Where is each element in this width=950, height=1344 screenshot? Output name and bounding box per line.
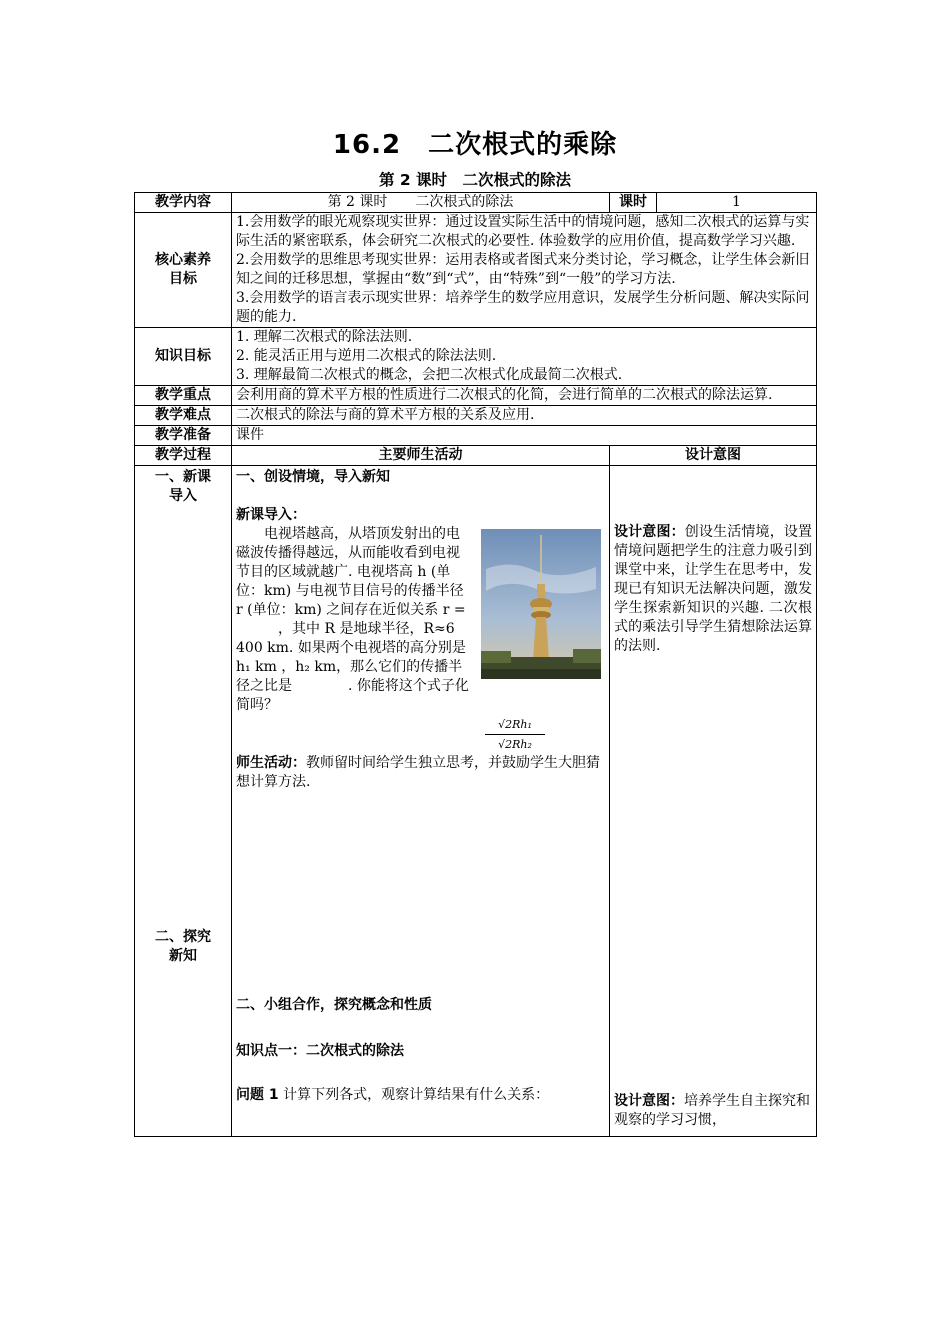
section2-heading: 二、小组合作，探究概念和性质: [236, 997, 432, 1013]
knowledge-item-3: 3. 理解最简二次根式的概念，会把二次根式化成最简二次根式.: [236, 367, 623, 383]
key-label: 教学重点: [135, 386, 232, 406]
row-difficulty: [135, 406, 817, 426]
stage-intro: 一、新课 导入: [155, 469, 211, 504]
intent-2: 设计意图：培养学生自主探究和观察的学习习惯，: [614, 1093, 810, 1128]
content-value: 第 2 课时 二次根式的除法: [232, 193, 610, 213]
knowledge-content: [232, 328, 817, 386]
key-content: 会利用商的算术平方根的性质进行二次根式的化简，会进行简单的二次根式的除法运算.: [232, 386, 817, 406]
hours-label: 课时: [610, 193, 657, 213]
row-process-body: [135, 466, 817, 1137]
literacy-item-2: 2.会用数学的思维思考现实世界：运用表格或者图式来分类讨论，学习概念，让学生体会新旧知之间的迁移思想，掌握由“数”到“式”，由“特殊”到“一般”的学习方法.: [236, 252, 810, 287]
difficulty-label: 教学难点: [135, 406, 232, 426]
difficulty-content: 二次根式的除法与商的算术平方根的关系及应用.: [232, 406, 817, 426]
process-header-stage: 教学过程: [135, 446, 232, 466]
stage-column: [135, 466, 232, 1137]
activity-column: [232, 466, 610, 1137]
intent-1: 设计意图：创设生活情境，设置情境问题把学生的注意力吸引到课堂中来，让学生在思考中，发现已有知识无法解决问题，激发学生探索新知识的兴趣. 二次根式的乘法引导学生猜想除法运算的法则.: [614, 524, 813, 654]
row-literacy: [135, 213, 817, 328]
row-prep: [135, 426, 817, 446]
fraction-bottom: √2Rh₂: [498, 738, 532, 751]
literacy-item-3: 3.会用数学的语言表示现实世界：培养学生的数学应用意识，发展学生分析问题、解决实际问题的能力.: [236, 290, 810, 325]
tv-tower-image: [481, 529, 601, 679]
teacher-activity: 师生活动：教师留时间给学生独立思考，并鼓励学生大胆猜想计算方法.: [236, 755, 600, 790]
section1-heading: 一、创设情境，导入新知: [236, 469, 390, 485]
process-header-activity: 主要师生活动: [232, 446, 610, 466]
intro-text: 电视塔越高，从塔顶发射出的电磁波传播得越远，从而能收看到电视节目的区域就越广. 电视塔高 h (单位：km) 与电视节目信号的传播半径 r (单位：km) 之间存在近似关系 r = ，其中 R 是地球半径，R≈6 400 km. 如果两个电视塔的高分别是 h₁ km ，h₂ km，那么它们的传播半径之比是 . 你能将这个式子化简吗？: [236, 526, 469, 713]
literacy-content: [232, 213, 817, 328]
literacy-label: 核心素养 目标: [135, 213, 232, 328]
fraction-top: √2Rh₁: [485, 715, 545, 735]
row-knowledge: [135, 328, 817, 386]
radius-ratio-fraction: [485, 715, 545, 754]
question-1: 问题 1 计算下列各式，观察计算结果有什么关系：: [236, 1087, 550, 1103]
row-content: [135, 193, 817, 213]
intent-column: [610, 466, 817, 1137]
row-process-header: [135, 446, 817, 466]
knowledge-label: 知识目标: [135, 328, 232, 386]
content-label: 教学内容: [135, 193, 232, 213]
stage-explore: 二、探究 新知: [155, 929, 211, 964]
knowledge-point-1: 知识点一：二次根式的除法: [236, 1043, 404, 1059]
page-subtitle: 第 2 课时 二次根式的除法: [378, 171, 572, 189]
row-key: [135, 386, 817, 406]
knowledge-item-1: 1. 理解二次根式的除法法则.: [236, 329, 413, 345]
hours-value: 1: [657, 193, 817, 213]
intro-label: 新课导入：: [236, 507, 306, 523]
prep-content: 课件: [232, 426, 817, 446]
knowledge-item-2: 2. 能灵活正用与逆用二次根式的除法法则.: [236, 348, 497, 364]
lesson-plan-table: [134, 192, 817, 1137]
literacy-item-1: 1.会用数学的眼光观察现实世界：通过设置实际生活中的情境问题，感知二次根式的运算与实际生活的紧密联系，体会研究二次根式的必要性. 体验数学的应用价值，提高数学学习兴趣.: [236, 214, 810, 249]
process-header-intent: 设计意图: [610, 446, 817, 466]
prep-label: 教学准备: [135, 426, 232, 446]
page-title: 16.2 二次根式的乘除: [332, 130, 618, 160]
